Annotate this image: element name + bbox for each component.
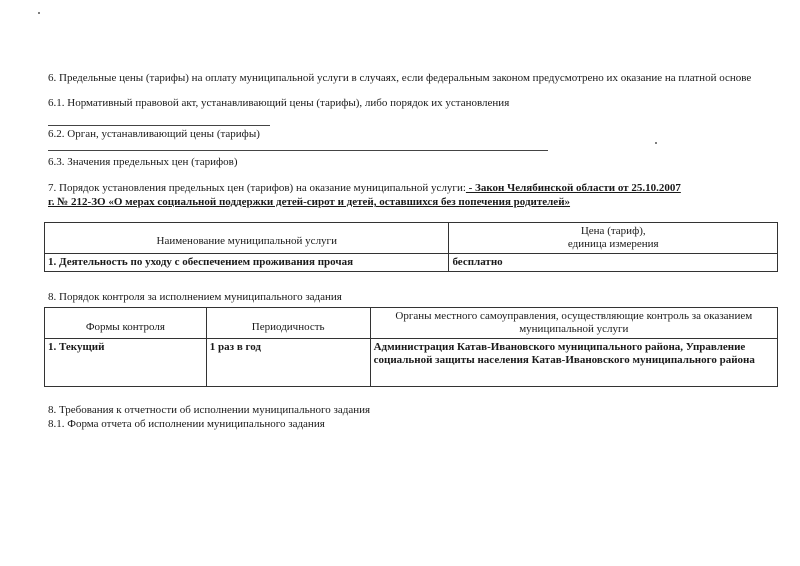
price-header-price: Цена (тариф), единица измерения <box>449 223 778 254</box>
section-7-law-line1: - Закон Челябинской области от 25.10.2007 <box>465 182 681 194</box>
scan-speck <box>38 12 40 14</box>
blank-line-6-1 <box>48 125 270 126</box>
table-row <box>45 339 778 387</box>
blank-line-6-2 <box>48 150 548 151</box>
control-cell-periodicity: 1 раз в год <box>206 339 370 387</box>
price-cell-price: бесплатно <box>449 254 778 272</box>
control-cell-bodies: Администрация Катав-Ивановского муниципального района, Управление социальной защиты населения Катав-Ивановского муниципального района <box>370 339 777 387</box>
control-table-header-row <box>45 308 778 339</box>
section-7-prefix: 7. Порядок установления предельных цен (тарифов) на оказание муниципальной услуги: <box>48 182 466 194</box>
price-table <box>44 222 778 272</box>
reporting-8-1-text: 8.1. Форма отчета об исполнении муниципального задания <box>48 418 325 430</box>
section-6-2-text: 6.2. Орган, устанавливающий цены (тарифы) <box>48 128 260 140</box>
section-6-1-text: 6.1. Нормативный правовой акт, устанавливающий цены (тарифы), либо порядок их установления <box>48 97 510 109</box>
reporting-heading: 8. Требования к отчетности об исполнении муниципального задания <box>48 404 371 416</box>
section-6-3-text: 6.3. Значения предельных цен (тарифов) <box>48 156 238 168</box>
scan-speck <box>655 142 657 144</box>
section-6-heading: 6. Предельные цены (тарифы) на оплату муниципальной услуги в случаях, если федеральным законом предусмотрено их оказание на платной основе <box>48 72 752 84</box>
price-header-service: Наименование муниципальной услуги <box>45 223 449 254</box>
section-7-heading <box>48 182 681 195</box>
section-8-heading: 8. Порядок контроля за исполнением муниципального задания <box>48 291 342 303</box>
control-cell-form: 1. Текущий <box>45 339 207 387</box>
control-header-bodies: Органы местного самоуправления, осуществляющие контроль за оказанием муниципальной услуги <box>370 308 777 339</box>
price-cell-service: 1. Деятельность по уходу с обеспечением проживания прочая <box>45 254 449 272</box>
control-table <box>44 307 778 387</box>
control-header-forms: Формы контроля <box>45 308 207 339</box>
price-table-header-row <box>45 223 778 254</box>
section-7-law-line2: г. № 212-ЗО «О мерах социальной поддержки детей-сирот и детей, оставшихся без попечения родителей» <box>48 196 571 208</box>
control-header-periodicity: Периодичность <box>206 308 370 339</box>
table-row <box>45 254 778 272</box>
